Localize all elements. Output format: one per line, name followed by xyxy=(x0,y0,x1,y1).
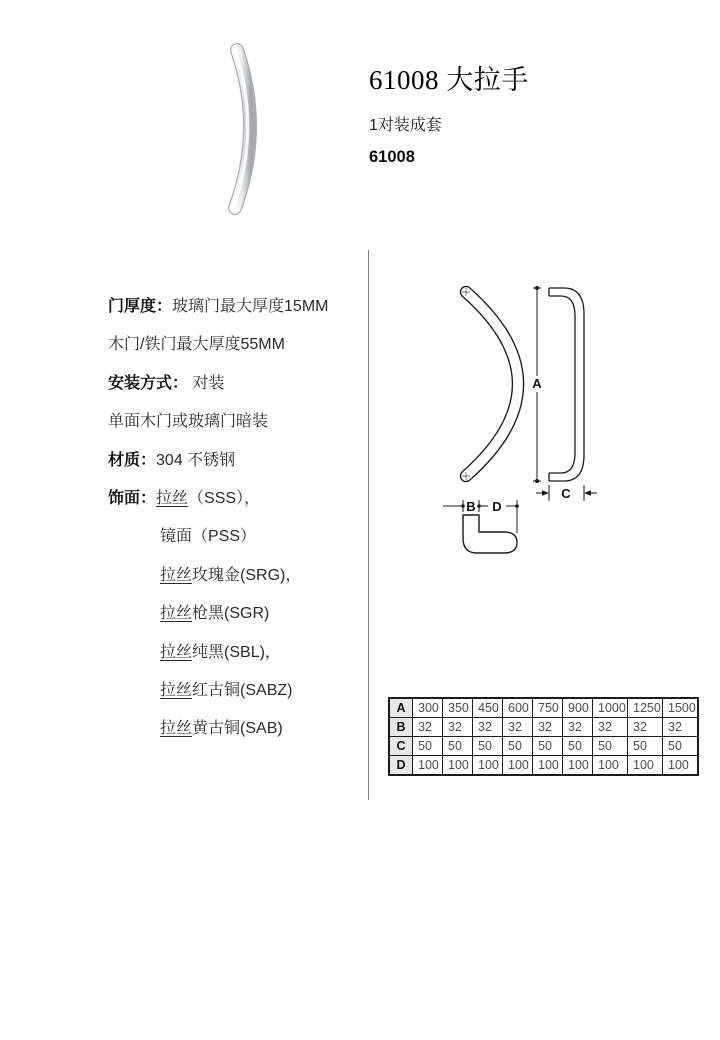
spec-label: 材质： xyxy=(108,451,157,469)
table-row-b xyxy=(389,718,698,737)
spec-line-finish-srg xyxy=(108,557,383,595)
spec-label: 饰面： xyxy=(108,489,157,507)
spec-line-finish-sss xyxy=(108,480,383,518)
spec-line-finish-sbl xyxy=(108,634,383,672)
spec-text: 红古铜(SABZ) xyxy=(192,681,293,699)
technical-drawing xyxy=(437,272,647,572)
spec-label: 安装方式： xyxy=(108,374,189,392)
table-cell: 50 xyxy=(628,737,663,756)
table-cell: 32 xyxy=(503,718,533,737)
table-cell: 50 xyxy=(593,737,628,756)
dim-label-a: A xyxy=(532,376,542,391)
table-cell: 50 xyxy=(533,737,563,756)
table-cell: 100 xyxy=(533,756,563,776)
spec-label: 门厚度： xyxy=(108,298,173,315)
spec-text: 304 不锈钢 xyxy=(156,451,236,469)
table-cell: 32 xyxy=(473,718,503,737)
row-header: A xyxy=(389,698,413,718)
table-cell: 32 xyxy=(443,718,473,737)
table-row-c xyxy=(389,737,698,756)
fixing-point-crosshair xyxy=(462,288,470,480)
table-cell: 50 xyxy=(563,737,593,756)
table-cell: 600 xyxy=(503,698,533,718)
table-cell: 32 xyxy=(563,718,593,737)
table-cell: 900 xyxy=(563,698,593,718)
spec-line-wood-door xyxy=(108,326,383,364)
table-cell: 50 xyxy=(473,737,503,756)
table-row-d xyxy=(389,756,698,776)
row-header: C xyxy=(389,737,413,756)
spec-text: 纯黑(SBL)， xyxy=(192,643,281,661)
model-number: 61008 xyxy=(369,148,415,166)
spec-text: 木门/铁门最大厚度55MM xyxy=(108,336,285,354)
dim-line-bd xyxy=(443,500,519,533)
row-header: D xyxy=(389,756,413,776)
spec-line-mounting xyxy=(108,365,383,403)
table-cell: 100 xyxy=(593,756,628,776)
spec-line-material xyxy=(108,442,383,480)
front-view-drawing xyxy=(462,288,518,480)
table-cell: 1250 xyxy=(628,698,663,718)
spec-text: 单面木门或玻璃门暗装 xyxy=(108,413,269,431)
spec-text: 枪黑(SGR) xyxy=(192,605,270,623)
dim-label-d: D xyxy=(492,499,502,514)
table-cell: 300 xyxy=(413,698,443,718)
table-cell: 100 xyxy=(628,756,663,776)
table-cell: 750 xyxy=(533,698,563,718)
section-view-drawing xyxy=(463,515,517,553)
product-photo xyxy=(212,38,276,220)
packaging-note: 1对装成套 xyxy=(369,117,442,134)
table-cell: 32 xyxy=(628,718,663,737)
table-cell: 100 xyxy=(563,756,593,776)
spec-underlined: 拉丝 xyxy=(156,489,189,507)
table-cell: 350 xyxy=(443,698,473,718)
table-cell: 100 xyxy=(443,756,473,776)
side-view-drawing xyxy=(549,288,584,481)
table-cell: 50 xyxy=(503,737,533,756)
table-cell: 100 xyxy=(503,756,533,776)
table-cell: 32 xyxy=(593,718,628,737)
spec-line-door-thickness xyxy=(108,288,383,326)
spec-line-blind-mount xyxy=(108,403,383,441)
spec-underlined: 拉丝 xyxy=(160,681,193,699)
spec-line-finish-sab xyxy=(108,710,383,748)
table-cell: 50 xyxy=(413,737,443,756)
spec-underlined: 拉丝 xyxy=(160,643,193,661)
table-cell: 1500 xyxy=(663,698,698,718)
spec-text: 玻璃门最大厚度15MM xyxy=(172,298,329,315)
spec-text: （SSS）， xyxy=(188,489,261,507)
table-cell: 100 xyxy=(413,756,443,776)
spec-text: 黄古铜(SAB) xyxy=(192,720,283,738)
table-cell: 32 xyxy=(663,718,698,737)
spec-text-block xyxy=(108,288,383,749)
page-title: 61008 大拉手 xyxy=(369,65,529,95)
spec-underlined: 拉丝 xyxy=(160,605,193,623)
spec-text: 玫瑰金(SRG)， xyxy=(192,566,302,584)
dim-label-b: B xyxy=(466,499,476,514)
table-cell: 50 xyxy=(443,737,473,756)
table-cell: 450 xyxy=(473,698,503,718)
table-cell: 100 xyxy=(663,756,698,776)
table-row-a xyxy=(389,698,698,718)
spec-underlined: 拉丝 xyxy=(160,566,193,584)
table-cell: 32 xyxy=(533,718,563,737)
table-cell: 1000 xyxy=(593,698,628,718)
row-header: B xyxy=(389,718,413,737)
spec-line-finish-sabz xyxy=(108,672,383,710)
spec-text: 对装 xyxy=(188,374,225,392)
spec-text: 镜面（PSS） xyxy=(160,528,257,546)
table-cell: 100 xyxy=(473,756,503,776)
spec-underlined: 拉丝 xyxy=(160,720,193,738)
table-cell: 32 xyxy=(413,718,443,737)
spec-line-finish-pss xyxy=(108,518,383,556)
table-cell: 50 xyxy=(663,737,698,756)
size-table xyxy=(388,697,699,776)
handle-photo-shape xyxy=(234,50,251,208)
dim-label-c: C xyxy=(561,486,571,501)
spec-line-finish-sgr xyxy=(108,595,383,633)
